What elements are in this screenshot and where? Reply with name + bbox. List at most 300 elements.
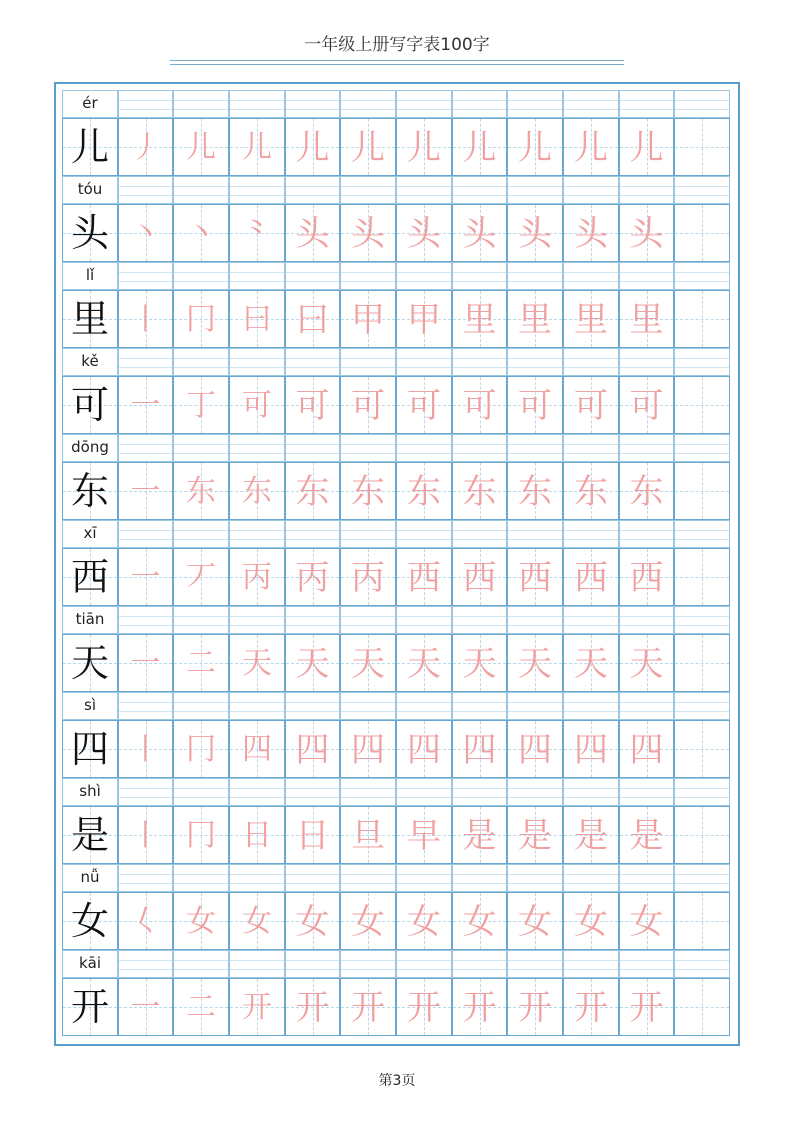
tracing-cell[interactable] <box>340 634 396 692</box>
tracing-character: 东 <box>186 474 216 509</box>
pinyin-practice-cell[interactable] <box>507 692 563 720</box>
pinyin-practice-cell[interactable] <box>674 176 730 204</box>
pinyin-cell <box>62 950 118 978</box>
pinyin-practice-cell[interactable] <box>340 692 396 720</box>
tracing-cell[interactable] <box>507 634 563 692</box>
pinyin-practice-cell[interactable] <box>619 778 674 806</box>
pinyin-practice-cell[interactable] <box>396 176 452 204</box>
tracing-cell[interactable] <box>619 806 674 864</box>
pinyin-practice-cell[interactable] <box>285 864 340 892</box>
pinyin-practice-cell[interactable] <box>396 606 452 634</box>
tracing-cell[interactable] <box>285 462 340 520</box>
model-character: 开 <box>70 985 109 1029</box>
tracing-cell[interactable] <box>619 548 674 606</box>
tracing-character: 儿 <box>242 130 272 165</box>
tianzige-line <box>62 806 730 864</box>
pinyin-practice-cell[interactable] <box>452 262 507 290</box>
tianzige-line <box>62 720 730 778</box>
tracing-cell[interactable] <box>452 376 507 434</box>
pinyin-practice-cell[interactable] <box>507 434 563 462</box>
pinyin-practice-cell[interactable] <box>674 90 730 118</box>
pinyin-practice-cell[interactable] <box>619 606 674 634</box>
tracing-cell[interactable] <box>229 204 285 262</box>
tracing-cell[interactable] <box>396 720 452 778</box>
tracing-cell[interactable] <box>340 290 396 348</box>
pinyin-cell <box>62 348 118 376</box>
pinyin-practice-cell[interactable] <box>285 520 340 548</box>
pinyin-practice-cell[interactable] <box>563 90 619 118</box>
pinyin-practice-cell[interactable] <box>118 778 173 806</box>
pinyin-practice-cell[interactable] <box>452 348 507 376</box>
pinyin-practice-cell[interactable] <box>619 692 674 720</box>
tracing-cell[interactable] <box>173 462 229 520</box>
pinyin-practice-cell[interactable] <box>674 520 730 548</box>
pinyin-practice-cell[interactable] <box>619 950 674 978</box>
pinyin-practice-cell[interactable] <box>229 176 285 204</box>
tracing-cell[interactable] <box>118 462 173 520</box>
tracing-cell[interactable] <box>452 204 507 262</box>
horizontal-guide-line <box>675 233 729 234</box>
pinyin-practice-cell[interactable] <box>507 262 563 290</box>
tracing-character: 天 <box>295 644 330 684</box>
pinyin-practice-cell[interactable] <box>340 262 396 290</box>
tracing-cell[interactable] <box>396 462 452 520</box>
tracing-character: 𡿨 <box>130 904 161 939</box>
tracing-cell[interactable] <box>285 892 340 950</box>
tracing-cell[interactable] <box>173 548 229 606</box>
pinyin-practice-cell[interactable] <box>285 262 340 290</box>
tracing-cell[interactable] <box>285 720 340 778</box>
tianzige-line <box>62 376 730 434</box>
tracing-cell[interactable] <box>452 806 507 864</box>
pinyin-practice-cell[interactable] <box>229 950 285 978</box>
pinyin-practice-cell[interactable] <box>674 692 730 720</box>
pinyin-practice-cell[interactable] <box>118 520 173 548</box>
pinyin-practice-cell[interactable] <box>285 606 340 634</box>
pinyin-practice-cell[interactable] <box>507 520 563 548</box>
pinyin-practice-cell[interactable] <box>563 950 619 978</box>
tracing-character: 西 <box>462 558 497 598</box>
tracing-cell[interactable] <box>285 806 340 864</box>
tracing-cell[interactable] <box>396 204 452 262</box>
tracing-cell[interactable] <box>396 548 452 606</box>
tracing-cell[interactable] <box>173 118 229 176</box>
tracing-cell[interactable] <box>674 118 730 176</box>
pinyin-practice-cell[interactable] <box>173 348 229 376</box>
tracing-cell[interactable] <box>285 118 340 176</box>
tracing-cell[interactable] <box>507 462 563 520</box>
pinyin-practice-cell[interactable] <box>674 950 730 978</box>
tracing-character: 可 <box>462 386 497 426</box>
pinyin-practice-cell[interactable] <box>396 520 452 548</box>
pinyin-practice-cell[interactable] <box>563 864 619 892</box>
pinyin-practice-cell[interactable] <box>285 348 340 376</box>
pinyin-practice-cell[interactable] <box>674 778 730 806</box>
tracing-cell[interactable] <box>229 720 285 778</box>
pinyin-practice-cell[interactable] <box>619 864 674 892</box>
tracing-cell[interactable] <box>173 376 229 434</box>
tracing-character: 四 <box>295 730 330 770</box>
model-character: 女 <box>70 899 109 943</box>
tracing-cell[interactable] <box>118 290 173 348</box>
char-practice-row <box>62 950 730 1036</box>
pinyin-practice-cell[interactable] <box>396 950 452 978</box>
tracing-cell[interactable] <box>563 548 619 606</box>
tracing-cell[interactable] <box>674 806 730 864</box>
pinyin-practice-cell[interactable] <box>452 176 507 204</box>
horizontal-guide-line <box>675 577 729 578</box>
tracing-cell[interactable] <box>173 978 229 1036</box>
tracing-cell[interactable] <box>507 892 563 950</box>
tracing-cell[interactable] <box>396 118 452 176</box>
tracing-cell[interactable] <box>619 720 674 778</box>
pinyin-practice-cell[interactable] <box>563 176 619 204</box>
tracing-cell[interactable] <box>507 376 563 434</box>
pinyin-practice-cell[interactable] <box>563 262 619 290</box>
pinyin-practice-cell[interactable] <box>674 262 730 290</box>
tracing-cell[interactable] <box>452 720 507 778</box>
tracing-cell[interactable] <box>340 978 396 1036</box>
pinyin-practice-cell[interactable] <box>340 778 396 806</box>
pinyin-practice-cell[interactable] <box>118 606 173 634</box>
pinyin-practice-cell[interactable] <box>118 692 173 720</box>
tracing-cell[interactable] <box>674 892 730 950</box>
pinyin-practice-cell[interactable] <box>452 434 507 462</box>
tracing-cell[interactable] <box>285 634 340 692</box>
pinyin-practice-cell[interactable] <box>118 864 173 892</box>
model-char-cell <box>62 376 118 434</box>
pinyin-practice-cell[interactable] <box>507 864 563 892</box>
pinyin-practice-cell[interactable] <box>229 606 285 634</box>
model-char-cell <box>62 290 118 348</box>
tracing-cell[interactable] <box>563 892 619 950</box>
pinyin-practice-cell[interactable] <box>229 864 285 892</box>
tracing-cell[interactable] <box>396 376 452 434</box>
tracing-cell[interactable] <box>674 548 730 606</box>
tracing-character: 丨 <box>130 818 161 853</box>
tracing-cell[interactable] <box>452 462 507 520</box>
tracing-cell[interactable] <box>396 290 452 348</box>
pinyin-practice-cell[interactable] <box>173 90 229 118</box>
tracing-cell[interactable] <box>619 634 674 692</box>
pinyin-practice-cell[interactable] <box>563 606 619 634</box>
pinyin-practice-cell[interactable] <box>396 262 452 290</box>
pinyin-practice-cell[interactable] <box>118 434 173 462</box>
pinyin-practice-cell[interactable] <box>452 864 507 892</box>
pinyin-practice-cell[interactable] <box>118 90 173 118</box>
tracing-cell[interactable] <box>173 720 229 778</box>
pinyin-practice-cell[interactable] <box>285 692 340 720</box>
tracing-cell[interactable] <box>674 978 730 1036</box>
tracing-cell[interactable] <box>452 290 507 348</box>
pinyin-practice-cell[interactable] <box>173 606 229 634</box>
tracing-character: 儿 <box>462 128 497 168</box>
pinyin-practice-cell[interactable] <box>118 262 173 290</box>
pinyin-line <box>62 864 730 892</box>
tracing-cell[interactable] <box>452 548 507 606</box>
tracing-cell[interactable] <box>229 548 285 606</box>
tracing-cell[interactable] <box>173 204 229 262</box>
tracing-cell[interactable] <box>285 548 340 606</box>
pinyin-practice-cell[interactable] <box>173 692 229 720</box>
tianzige-line <box>62 462 730 520</box>
pinyin-practice-cell[interactable] <box>340 950 396 978</box>
tracing-cell[interactable] <box>396 634 452 692</box>
pinyin-practice-cell[interactable] <box>507 176 563 204</box>
pinyin-practice-cell[interactable] <box>340 90 396 118</box>
tracing-cell[interactable] <box>229 634 285 692</box>
pinyin-practice-cell[interactable] <box>563 348 619 376</box>
char-practice-row <box>62 262 730 348</box>
tracing-cell[interactable] <box>674 634 730 692</box>
pinyin-practice-cell[interactable] <box>340 348 396 376</box>
tracing-cell[interactable] <box>507 290 563 348</box>
pinyin-practice-cell[interactable] <box>340 434 396 462</box>
pinyin-practice-cell[interactable] <box>674 864 730 892</box>
tracing-cell[interactable] <box>229 892 285 950</box>
pinyin-practice-cell[interactable] <box>340 606 396 634</box>
tracing-cell[interactable] <box>452 634 507 692</box>
tracing-character: 可 <box>629 386 664 426</box>
tracing-cell[interactable] <box>173 634 229 692</box>
pinyin-practice-cell[interactable] <box>285 434 340 462</box>
tracing-character: 东 <box>351 472 385 512</box>
model-char-cell <box>62 720 118 778</box>
pinyin-practice-cell[interactable] <box>619 262 674 290</box>
tracing-character: 女 <box>629 902 664 942</box>
pinyin-practice-cell[interactable] <box>507 778 563 806</box>
model-char-cell <box>62 634 118 692</box>
pinyin-practice-cell[interactable] <box>396 692 452 720</box>
tracing-cell[interactable] <box>563 204 619 262</box>
tracing-cell[interactable] <box>563 462 619 520</box>
pinyin-practice-cell[interactable] <box>173 950 229 978</box>
tracing-cell[interactable] <box>118 720 173 778</box>
tracing-cell[interactable] <box>340 376 396 434</box>
tracing-cell[interactable] <box>285 204 340 262</box>
tracing-cell[interactable] <box>285 978 340 1036</box>
pinyin-practice-cell[interactable] <box>173 176 229 204</box>
tianzige-line <box>62 634 730 692</box>
tracing-character: 儿 <box>518 128 552 168</box>
pinyin-practice-cell[interactable] <box>173 778 229 806</box>
tracing-character: 头 <box>629 214 664 254</box>
tracing-cell[interactable] <box>619 376 674 434</box>
pinyin-practice-cell[interactable] <box>118 176 173 204</box>
pinyin-practice-cell[interactable] <box>396 864 452 892</box>
model-character: 儿 <box>70 125 109 169</box>
tracing-cell[interactable] <box>507 548 563 606</box>
title-rule-bottom <box>170 64 624 65</box>
pinyin-practice-cell[interactable] <box>507 606 563 634</box>
pinyin-practice-cell[interactable] <box>229 90 285 118</box>
tracing-cell[interactable] <box>452 892 507 950</box>
pinyin-practice-cell[interactable] <box>563 434 619 462</box>
pinyin-practice-cell[interactable] <box>396 90 452 118</box>
tracing-cell[interactable] <box>452 118 507 176</box>
tracing-cell[interactable] <box>674 462 730 520</box>
pinyin-practice-cell[interactable] <box>173 434 229 462</box>
tracing-cell[interactable] <box>118 892 173 950</box>
tracing-cell[interactable] <box>173 806 229 864</box>
tracing-cell[interactable] <box>507 204 563 262</box>
tracing-cell[interactable] <box>229 806 285 864</box>
tracing-cell[interactable] <box>396 892 452 950</box>
tracing-cell[interactable] <box>118 118 173 176</box>
tracing-cell[interactable] <box>674 376 730 434</box>
pinyin-practice-cell[interactable] <box>619 434 674 462</box>
tracing-cell[interactable] <box>340 892 396 950</box>
char-practice-row <box>62 778 730 864</box>
pinyin-practice-cell[interactable] <box>118 950 173 978</box>
tracing-cell[interactable] <box>118 634 173 692</box>
pinyin-practice-cell[interactable] <box>285 176 340 204</box>
tracing-cell[interactable] <box>507 720 563 778</box>
tracing-cell[interactable] <box>563 634 619 692</box>
tracing-character: 四 <box>351 730 385 770</box>
tracing-character: 一 <box>130 474 161 509</box>
tracing-cell[interactable] <box>340 204 396 262</box>
tracing-character: 西 <box>407 558 441 598</box>
tracing-character: 是 <box>462 816 497 856</box>
pinyin-practice-cell[interactable] <box>340 520 396 548</box>
tracing-cell[interactable] <box>563 290 619 348</box>
pinyin-line <box>62 950 730 978</box>
tracing-cell[interactable] <box>285 290 340 348</box>
tracing-cell[interactable] <box>285 376 340 434</box>
horizontal-guide-line <box>675 1007 729 1008</box>
pinyin-practice-cell[interactable] <box>118 348 173 376</box>
pinyin-practice-cell[interactable] <box>340 176 396 204</box>
pinyin-practice-cell[interactable] <box>619 90 674 118</box>
tracing-character: 开 <box>242 990 272 1025</box>
pinyin-practice-cell[interactable] <box>452 520 507 548</box>
tracing-cell[interactable] <box>118 548 173 606</box>
pinyin-practice-cell[interactable] <box>229 692 285 720</box>
tracing-character: 女 <box>295 902 330 942</box>
tracing-cell[interactable] <box>229 462 285 520</box>
tracing-character: 儿 <box>295 128 330 168</box>
pinyin-practice-cell[interactable] <box>396 778 452 806</box>
pinyin-practice-cell[interactable] <box>285 90 340 118</box>
tracing-cell[interactable] <box>563 978 619 1036</box>
model-char-cell <box>62 204 118 262</box>
pinyin-practice-cell[interactable] <box>285 778 340 806</box>
tracing-cell[interactable] <box>229 978 285 1036</box>
tracing-cell[interactable] <box>118 204 173 262</box>
tracing-cell[interactable] <box>229 376 285 434</box>
tracing-cell[interactable] <box>229 290 285 348</box>
pinyin-practice-cell[interactable] <box>619 176 674 204</box>
tracing-cell[interactable] <box>118 376 173 434</box>
pinyin-practice-cell[interactable] <box>452 692 507 720</box>
tracing-cell[interactable] <box>619 118 674 176</box>
tracing-cell[interactable] <box>507 806 563 864</box>
tracing-cell[interactable] <box>340 720 396 778</box>
tracing-cell[interactable] <box>619 290 674 348</box>
horizontal-guide-line <box>675 405 729 406</box>
tracing-cell[interactable] <box>619 892 674 950</box>
tracing-character: 二 <box>186 990 216 1025</box>
pinyin-practice-cell[interactable] <box>507 90 563 118</box>
tracing-cell[interactable] <box>563 806 619 864</box>
pinyin-practice-cell[interactable] <box>173 262 229 290</box>
pinyin-practice-cell[interactable] <box>396 434 452 462</box>
tracing-cell[interactable] <box>563 376 619 434</box>
pinyin-practice-cell[interactable] <box>563 520 619 548</box>
tracing-cell[interactable] <box>507 118 563 176</box>
pinyin-practice-cell[interactable] <box>674 434 730 462</box>
tracing-cell[interactable] <box>396 978 452 1036</box>
pinyin-practice-cell[interactable] <box>340 864 396 892</box>
pinyin-cell <box>62 434 118 462</box>
tracing-cell[interactable] <box>229 118 285 176</box>
tracing-cell[interactable] <box>563 118 619 176</box>
pinyin-practice-cell[interactable] <box>173 864 229 892</box>
tracing-cell[interactable] <box>173 290 229 348</box>
pinyin-line <box>62 262 730 290</box>
pinyin-practice-cell[interactable] <box>452 950 507 978</box>
tracing-cell[interactable] <box>619 204 674 262</box>
pinyin-practice-cell[interactable] <box>563 778 619 806</box>
tracing-cell[interactable] <box>396 806 452 864</box>
pinyin-practice-cell[interactable] <box>674 348 730 376</box>
tracing-character: 开 <box>407 988 441 1028</box>
page-number: 第3页 <box>378 1073 416 1089</box>
pinyin-practice-cell[interactable] <box>229 778 285 806</box>
tracing-cell[interactable] <box>507 978 563 1036</box>
pinyin-practice-cell[interactable] <box>619 520 674 548</box>
pinyin-practice-cell[interactable] <box>173 520 229 548</box>
tracing-cell[interactable] <box>340 118 396 176</box>
horizontal-guide-line <box>675 319 729 320</box>
model-character: 是 <box>70 813 109 857</box>
tracing-cell[interactable] <box>619 978 674 1036</box>
pinyin-practice-cell[interactable] <box>229 520 285 548</box>
tracing-cell[interactable] <box>340 462 396 520</box>
tracing-character: 甲 <box>351 300 385 340</box>
tracing-cell[interactable] <box>340 806 396 864</box>
tracing-cell[interactable] <box>619 462 674 520</box>
pinyin-practice-cell[interactable] <box>452 90 507 118</box>
tracing-cell[interactable] <box>563 720 619 778</box>
char-practice-row <box>62 520 730 606</box>
tracing-cell[interactable] <box>173 892 229 950</box>
pinyin-practice-cell[interactable] <box>452 778 507 806</box>
pinyin-practice-cell[interactable] <box>229 348 285 376</box>
pinyin-practice-cell[interactable] <box>396 348 452 376</box>
tracing-cell[interactable] <box>118 806 173 864</box>
pinyin-practice-cell[interactable] <box>452 606 507 634</box>
tracing-cell[interactable] <box>674 290 730 348</box>
pinyin-practice-cell[interactable] <box>285 950 340 978</box>
pinyin-practice-cell[interactable] <box>563 692 619 720</box>
tracing-cell[interactable] <box>340 548 396 606</box>
pinyin-practice-cell[interactable] <box>229 434 285 462</box>
pinyin-practice-cell[interactable] <box>619 348 674 376</box>
tracing-cell[interactable] <box>674 720 730 778</box>
pinyin-practice-cell[interactable] <box>507 348 563 376</box>
tracing-cell[interactable] <box>452 978 507 1036</box>
model-char-cell <box>62 118 118 176</box>
tracing-character: 里 <box>462 300 497 340</box>
tracing-cell[interactable] <box>118 978 173 1036</box>
tracing-cell[interactable] <box>674 204 730 262</box>
pinyin-practice-cell[interactable] <box>674 606 730 634</box>
tracing-character: 里 <box>574 300 608 340</box>
pinyin-practice-cell[interactable] <box>229 262 285 290</box>
pinyin-practice-cell[interactable] <box>507 950 563 978</box>
